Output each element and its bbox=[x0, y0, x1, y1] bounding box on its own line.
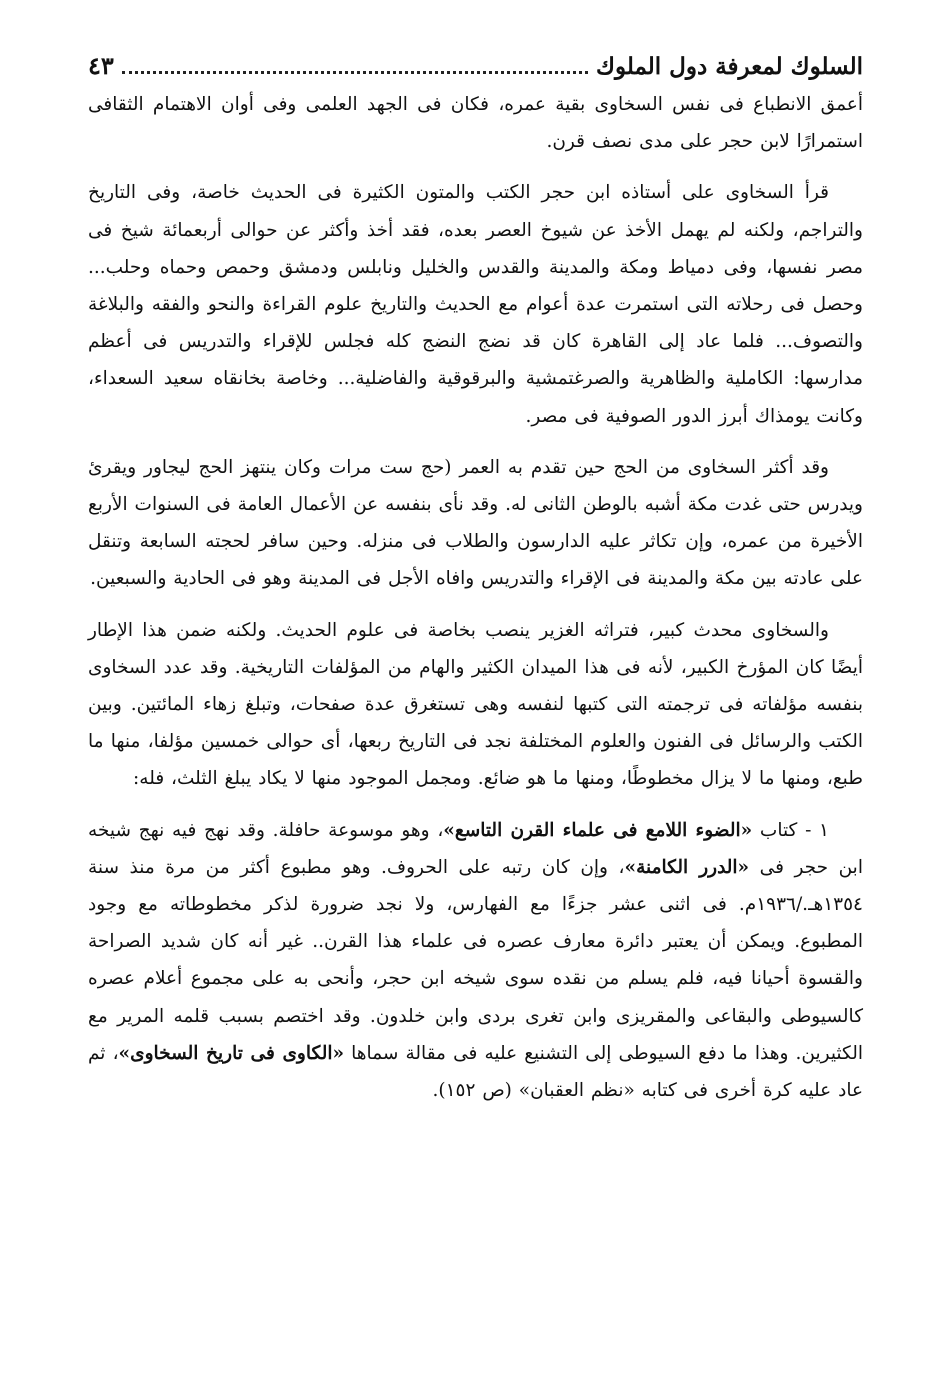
leader-dots bbox=[122, 71, 588, 74]
text-run: ، وإن كان رتبه على الحروف. وهو مطبوع أكثر من مرة منذ سنة ١٣٥٤هـ./١٩٣٦م. فى اثنى عشر جزءًا مع الفهارس، ولا نجد ضرورة لذكر مخطوطاته مع وجود المطبوع. ويمكن أن يعتبر دائرة معارف عصره فى علماء هذا القرن.. غير أنه كان شديد الصراحة والقسوة أحيانا فيه، فلم يسلم من نقده سوى شيخه ابن حجر، وأنحى به على مجموع أعلام عصره كالسيوطى والبقاعى والمقريزى وابن تغرى بردى وابن خلدون. وقد اختصم بسبب قلمه المرير مع الكثيرين. وهذا ما دفع السيوطى إلى التشنيع عليه فى مقالة سماها bbox=[88, 856, 863, 1064]
paragraph: أعمق الانطباع فى نفس السخاوى بقية عمره، فكان فى الجهد العلمى وفى أوان الاهتمام الثقافى استمرارًا لابن حجر على مدى نصف قرن. bbox=[88, 94, 863, 153]
running-header bbox=[88, 28, 863, 80]
paragraph: والسخاوى محدث كبير، فتراثه الغزير ينصب بخاصة فى علوم الحديث. ولكنه ضمن هذا الإطار أيضًا كان المؤرخ الكبير، لأنه فى هذا الميدان الكثير والهام من المؤلفات التاريخية. وقد عدد السخاوى بنفسه مؤلفاته فى ترجمته التى كتبها لنفسه وهى تستغرق عدة صفحات، وتبلغ زهاء المائتين. وبين الكتب والرسائل فى الفنون والعلوم المختلفة نجد فى التاريخ ربعها، أى حوالى خمسين مؤلفا، منها ما طبع، ومنها ما لا يزال مخطوطًا، ومنها ما هو ضائع. ومجمل الموجود منها لا يكاد يبلغ الثلث، فله: bbox=[88, 619, 863, 790]
paragraph-book-entry bbox=[88, 812, 863, 1110]
page-number: ٤٣ bbox=[88, 51, 114, 80]
running-title: السلوك لمعرفة دول الملوك bbox=[595, 53, 863, 80]
paragraph: قرأ السخاوى على أستاذه ابن حجر الكتب والمتون الكثيرة فى الحديث خاصة، وفى التاريخ والتراجم، ولكنه لم يهمل الأخذ عن شيوخ العصر بعده، فقد أخذ وأكثر عن حوالى أربعمائة شيخ فى مصر نفسها، وفى دمياط ومكة والمدينة والقدس والخليل ونابلس ودمشق وحمص وحماه وحلب... وحصل فى رحلاته التى استمرت عدة أعوام مع الحديث والتاريخ علوم القراءة والنحو والفقه والبلاغة والتصوف... فلما عاد إلى القاهرة كان قد نضج النضج كله فجلس للإقراء والتدريس فى أعظم مدارسها: الكاملية والظاهرية والصرغتمشية والبرقوقية والفاضلية... وخاصة بخانقاه سعيد السعداء، وكانت يومذاك أبرز الدور الصوفية فى مصر. bbox=[88, 182, 863, 427]
book-title: «الدرر الكامنة» bbox=[624, 856, 750, 878]
book-title: «الكاوى فى تاريخ السخاوى» bbox=[118, 1042, 345, 1064]
book-title: «الضوء اللامع فى علماء القرن التاسع» bbox=[443, 819, 753, 841]
text-run: ١ - كتاب bbox=[752, 819, 829, 841]
paragraph: وقد أكثر السخاوى من الحج حين تقدم به العمر (حج ست مرات وكان ينتهز الحج ليجاور ويقرئ ويدرس حتى غدت مكة أشبه بالوطن الثانى له. وقد نأى بنفسه عن الأعمال العامة فى السنوات الأربع الأخيرة من عمره، وإن تكاثر عليه الدارسون والطلاب فى منزله. وحين سافر لحجته السابعة وتنقل على عادته بين مكة والمدينة فى الإقراء والتدريس وافاه الأجل فى المدينة وهو فى الحادية والسبعين. bbox=[88, 456, 863, 590]
text-run: ، ثم عاد عليه كرة أخرى فى كتابه «نظم العقبان» (ص ١٥٢). bbox=[88, 1042, 863, 1102]
text-run: ، وهو موسوعة حافلة. وقد نهج فيه نهج شيخه ابن حجر فى bbox=[88, 819, 863, 878]
